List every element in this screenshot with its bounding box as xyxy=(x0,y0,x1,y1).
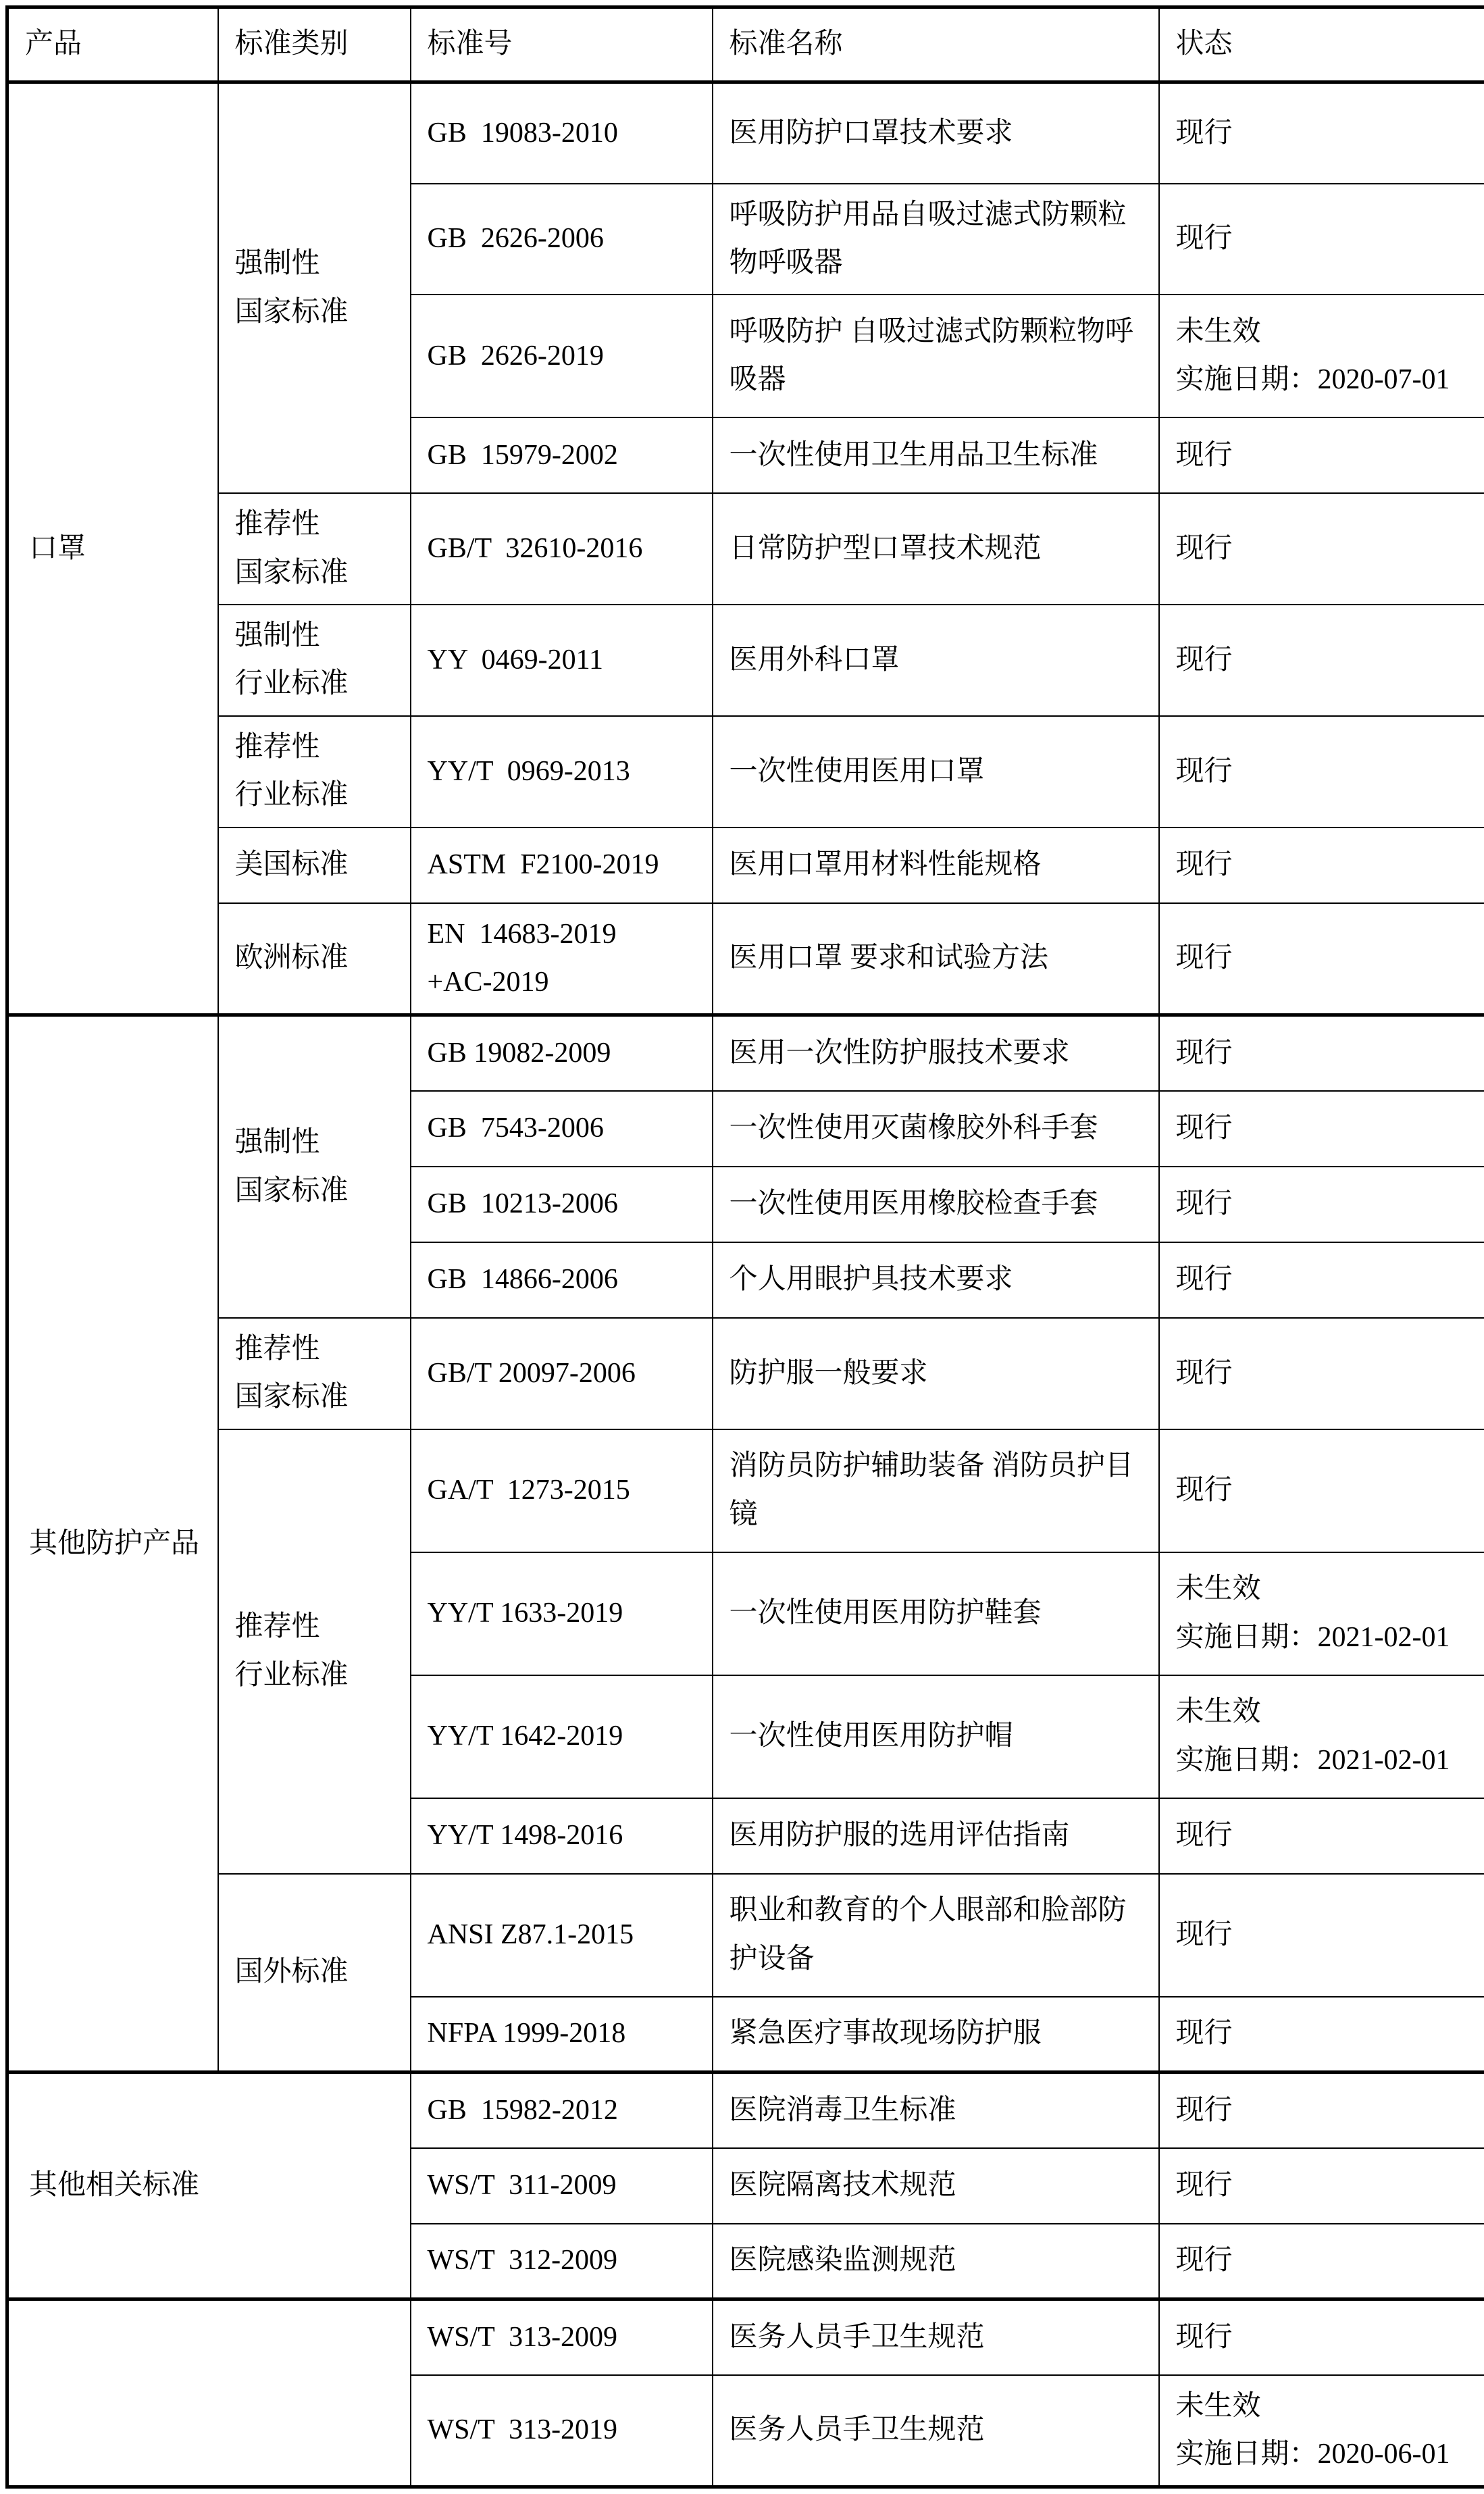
standard-name-cell: 医务人员手卫生规范 xyxy=(713,2299,1159,2375)
standard-number-cell: GB/T 32610-2016 xyxy=(411,493,713,605)
product-cell: 口罩 xyxy=(7,82,218,1015)
standard-name-cell: 职业和教育的个人眼部和脸部防护设备 xyxy=(713,1874,1159,1997)
standard-name-cell: 呼吸防护用品自吸过滤式防颗粒物呼吸器 xyxy=(713,184,1159,295)
standard-number-cell: ANSI Z87.1-2015 xyxy=(411,1874,713,1997)
category-cell: 推荐性 行业标准 xyxy=(218,716,411,828)
status-cell: 现行 xyxy=(1159,605,1484,716)
standard-number-cell: GB 19082-2009 xyxy=(411,1015,713,1091)
category-cell: 强制性 国家标准 xyxy=(218,82,411,494)
standard-number-cell: GB 10213-2006 xyxy=(411,1167,713,1242)
standard-number-cell: NFPA 1999-2018 xyxy=(411,1997,713,2072)
table-row xyxy=(7,1015,1484,1091)
category-cell: 国外标准 xyxy=(218,1874,411,2072)
standard-name-cell: 医用口罩用材料性能规格 xyxy=(713,828,1159,903)
product-cell: 其他相关标准 xyxy=(7,2072,411,2299)
category-cell: 推荐性 行业标准 xyxy=(218,1429,411,1874)
status-cell: 现行 xyxy=(1159,1429,1484,1552)
table-row xyxy=(7,716,1484,828)
standard-name-cell: 一次性使用医用橡胶检查手套 xyxy=(713,1167,1159,1242)
status-cell: 现行 xyxy=(1159,2299,1484,2375)
table-row xyxy=(7,2299,1484,2375)
status-cell: 现行 xyxy=(1159,2072,1484,2148)
standard-number-cell: WS/T 313-2009 xyxy=(411,2299,713,2375)
col-header-category: 标准类别 xyxy=(218,7,411,82)
category-cell: 强制性 行业标准 xyxy=(218,605,411,716)
status-cell: 未生效 实施日期：2020-07-01 xyxy=(1159,295,1484,417)
status-cell: 现行 xyxy=(1159,2224,1484,2299)
table-row xyxy=(7,903,1484,1015)
status-cell: 现行 xyxy=(1159,493,1484,605)
table-row xyxy=(7,828,1484,903)
standards-table xyxy=(5,5,1484,2489)
standard-number-cell: GB 15979-2002 xyxy=(411,417,713,493)
status-cell: 现行 xyxy=(1159,184,1484,295)
standard-number-cell: YY 0469-2011 xyxy=(411,605,713,716)
standard-number-cell: WS/T 313-2019 xyxy=(411,2375,713,2487)
standard-name-cell: 防护服一般要求 xyxy=(713,1318,1159,1429)
col-header-product: 产品 xyxy=(7,7,218,82)
status-cell: 现行 xyxy=(1159,716,1484,828)
col-header-standard-name: 标准名称 xyxy=(713,7,1159,82)
standard-name-cell: 呼吸防护 自吸过滤式防颗粒物呼吸器 xyxy=(713,295,1159,417)
status-cell: 现行 xyxy=(1159,1167,1484,1242)
status-cell: 现行 xyxy=(1159,1242,1484,1318)
table-row xyxy=(7,605,1484,716)
table-row xyxy=(7,493,1484,605)
status-cell: 现行 xyxy=(1159,2148,1484,2224)
standard-number-cell: YY/T 1633-2019 xyxy=(411,1552,713,1675)
status-cell: 现行 xyxy=(1159,1798,1484,1874)
standard-number-cell: GB 15982-2012 xyxy=(411,2072,713,2148)
status-cell: 未生效 实施日期：2021-02-01 xyxy=(1159,1675,1484,1798)
product-cell: 其他防护产品 xyxy=(7,1015,218,2072)
standard-name-cell: 医用防护服的选用评估指南 xyxy=(713,1798,1159,1874)
standard-name-cell: 医用口罩 要求和试验方法 xyxy=(713,903,1159,1015)
standard-number-cell: GB 19083-2010 xyxy=(411,82,713,184)
standard-number-cell: GB 14866-2006 xyxy=(411,1242,713,1318)
status-cell: 未生效 实施日期：2021-02-01 xyxy=(1159,1552,1484,1675)
standard-name-cell: 日常防护型口罩技术规范 xyxy=(713,493,1159,605)
status-cell: 现行 xyxy=(1159,82,1484,184)
table-row xyxy=(7,82,1484,184)
col-header-standard-number: 标准号 xyxy=(411,7,713,82)
header-row xyxy=(7,7,1484,82)
standard-number-cell: GA/T 1273-2015 xyxy=(411,1429,713,1552)
standard-name-cell: 紧急医疗事故现场防护服 xyxy=(713,1997,1159,2072)
standard-name-cell: 医用外科口罩 xyxy=(713,605,1159,716)
standard-number-cell: EN 14683-2019 +AC-2019 xyxy=(411,903,713,1015)
standard-name-cell: 医院感染监测规范 xyxy=(713,2224,1159,2299)
status-cell: 现行 xyxy=(1159,1015,1484,1091)
standard-name-cell: 医用防护口罩技术要求 xyxy=(713,82,1159,184)
standard-name-cell: 一次性使用医用防护帽 xyxy=(713,1675,1159,1798)
category-cell: 推荐性 国家标准 xyxy=(218,1318,411,1429)
standard-number-cell: GB 2626-2006 xyxy=(411,184,713,295)
category-cell: 美国标准 xyxy=(218,828,411,903)
standard-name-cell: 医院隔离技术规范 xyxy=(713,2148,1159,2224)
col-header-status: 状态 xyxy=(1159,7,1484,82)
standard-name-cell: 一次性使用医用防护鞋套 xyxy=(713,1552,1159,1675)
status-cell: 现行 xyxy=(1159,828,1484,903)
standard-number-cell: GB/T 20097-2006 xyxy=(411,1318,713,1429)
standard-name-cell: 一次性使用卫生用品卫生标准 xyxy=(713,417,1159,493)
standard-number-cell: WS/T 311-2009 xyxy=(411,2148,713,2224)
product-cell xyxy=(7,2299,411,2487)
standard-number-cell: YY/T 1642-2019 xyxy=(411,1675,713,1798)
table-row xyxy=(7,1318,1484,1429)
status-cell: 现行 xyxy=(1159,417,1484,493)
table-row xyxy=(7,1429,1484,1552)
table-row xyxy=(7,1874,1484,1997)
standard-number-cell: GB 7543-2006 xyxy=(411,1091,713,1167)
standard-number-cell: YY/T 1498-2016 xyxy=(411,1798,713,1874)
standard-name-cell: 一次性使用灭菌橡胶外科手套 xyxy=(713,1091,1159,1167)
standard-name-cell: 个人用眼护具技术要求 xyxy=(713,1242,1159,1318)
category-cell: 推荐性 国家标准 xyxy=(218,493,411,605)
status-cell: 现行 xyxy=(1159,903,1484,1015)
status-cell: 未生效 实施日期：2020-06-01 xyxy=(1159,2375,1484,2487)
standard-number-cell: WS/T 312-2009 xyxy=(411,2224,713,2299)
standard-name-cell: 一次性使用医用口罩 xyxy=(713,716,1159,828)
standard-name-cell: 消防员防护辅助装备 消防员护目镜 xyxy=(713,1429,1159,1552)
standard-name-cell: 医用一次性防护服技术要求 xyxy=(713,1015,1159,1091)
category-cell: 强制性 国家标准 xyxy=(218,1015,411,1318)
table-row xyxy=(7,2072,1484,2148)
standard-number-cell: ASTM F2100-2019 xyxy=(411,828,713,903)
standard-name-cell: 医院消毒卫生标准 xyxy=(713,2072,1159,2148)
status-cell: 现行 xyxy=(1159,1874,1484,1997)
category-cell: 欧洲标准 xyxy=(218,903,411,1015)
status-cell: 现行 xyxy=(1159,1091,1484,1167)
standard-name-cell: 医务人员手卫生规范 xyxy=(713,2375,1159,2487)
standard-number-cell: GB 2626-2019 xyxy=(411,295,713,417)
status-cell: 现行 xyxy=(1159,1318,1484,1429)
standard-number-cell: YY/T 0969-2013 xyxy=(411,716,713,828)
status-cell: 现行 xyxy=(1159,1997,1484,2072)
